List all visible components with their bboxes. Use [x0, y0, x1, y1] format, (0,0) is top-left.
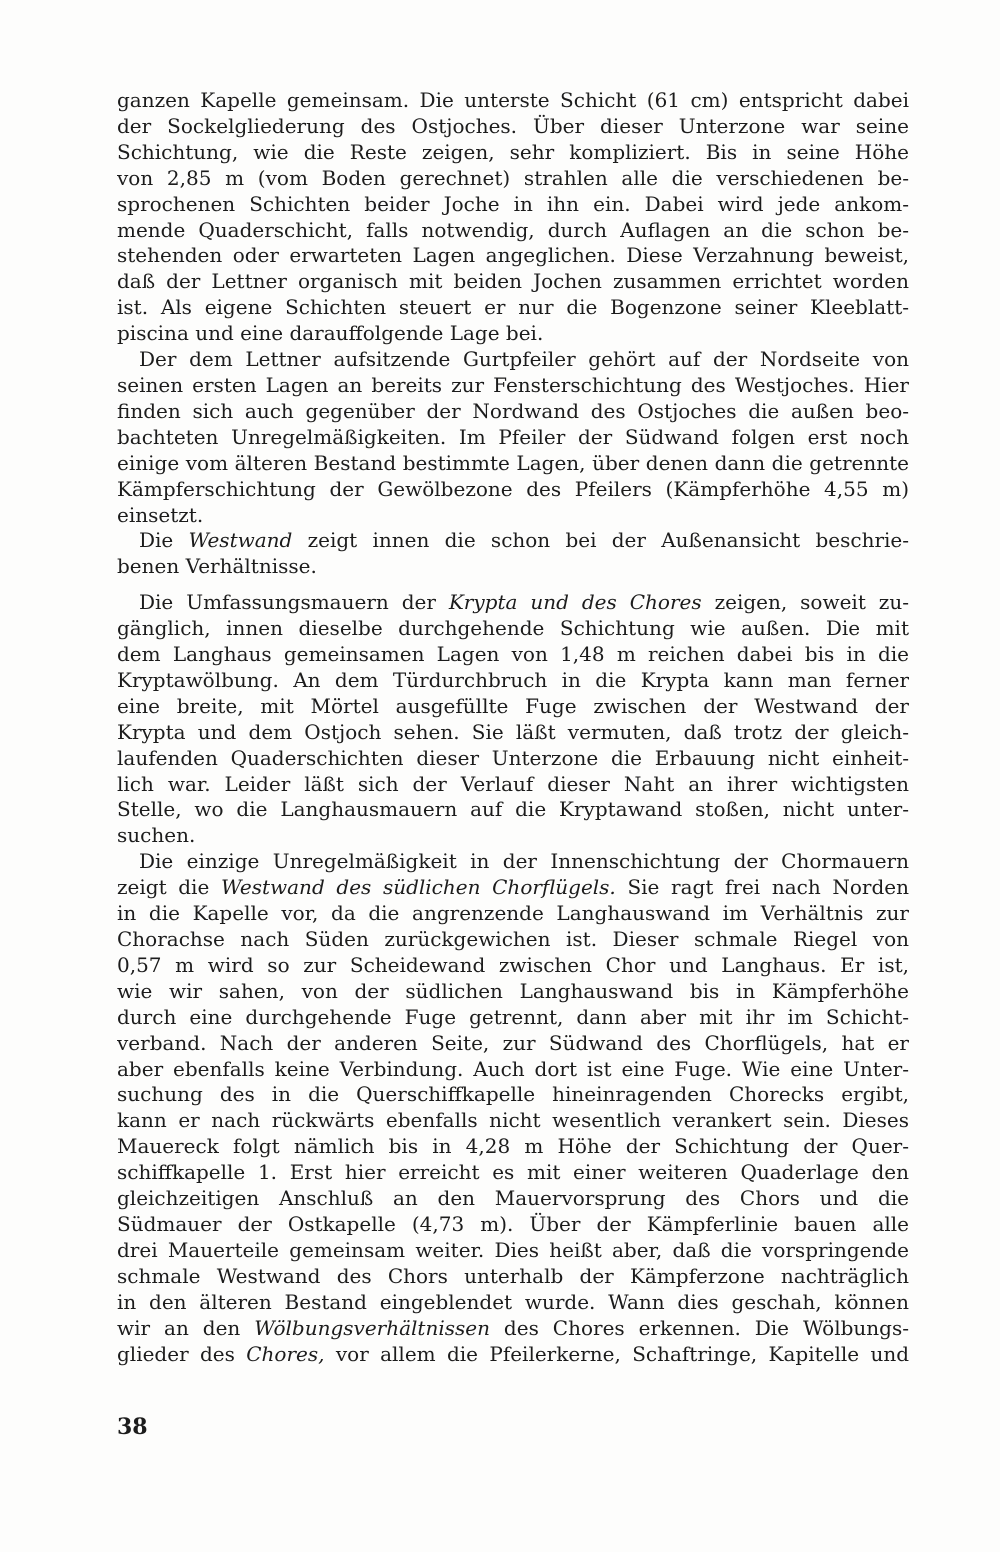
- text-line: [117, 269, 909, 295]
- text-run: Mauereck folgt nämlich bis in 4,28 m Höhe der Schichtung der Quer-: [117, 1134, 909, 1159]
- text-line: [117, 927, 909, 953]
- text-run: vor allem die Pfeilerkerne, Schaftringe, Kapitelle und: [324, 1341, 909, 1366]
- text-line: [117, 849, 909, 875]
- text-run: Stelle, wo die Langhausmauern auf die Kryptawand stoßen, nicht unter-: [117, 797, 909, 822]
- text-line: [117, 953, 909, 979]
- body-text: [117, 88, 909, 1367]
- text-run: piscina und eine darauffolgende Lage bei.: [117, 321, 544, 346]
- text-run: Südmauer der Ostkapelle (4,73 m). Über der Kämpferlinie bauen alle: [117, 1211, 909, 1236]
- text-run: Chorachse nach Süden zurückgewichen ist. Dieser schmale Riegel von: [117, 927, 909, 951]
- text-line: [117, 590, 909, 616]
- text-line: [117, 720, 909, 746]
- text-run: schiffkapelle 1. Erst hier erreicht es mit einer weiteren Quaderlage den: [117, 1160, 909, 1185]
- text-run: drei Mauerteile gemeinsam weiter. Dies heißt aber, daß die vorspringende: [117, 1237, 909, 1262]
- text-run: 0,57 m wird so zur Scheidewand zwischen Chor und Langhaus. Er ist,: [117, 952, 909, 977]
- text-line: [117, 901, 909, 927]
- text-run: Schichtung, wie die Reste zeigen, sehr kompliziert. Bis in seine Höhe: [117, 139, 909, 164]
- text-run: schmale Westwand des Chors unterhalb der Kämpferzone nachträglich: [117, 1263, 909, 1288]
- text-run: Die: [139, 528, 189, 553]
- text-run: finden sich auch gegenüber der Nordwand des Ostjoches die außen beo-: [117, 398, 909, 423]
- text-line: [117, 797, 909, 823]
- text-run: bachteten Unregelmäßigkeiten. Im Pfeiler der Südwand folgen erst noch: [117, 424, 909, 449]
- text-run: verband. Nach der anderen Seite, zur Südwand des Chorflügels, hat er: [117, 1030, 909, 1055]
- text-run: lich war. Leider läßt sich der Verlauf dieser Naht an ihrer wichtigsten: [117, 771, 909, 796]
- text-run: eine breite, mit Mörtel ausgefüllte Fuge zwischen der Westwand der: [117, 693, 909, 718]
- text-run: Sie ragt frei nach Norden: [615, 875, 909, 900]
- text-line: [117, 399, 909, 425]
- text-line: [117, 503, 909, 529]
- text-run: daß der Lettner organisch mit beiden Jochen zusammen errichtet worden: [117, 269, 909, 294]
- text-line: [117, 1186, 909, 1212]
- text-line: [117, 218, 909, 244]
- text-run: stehenden oder erwarteten Lagen angeglichen. Diese Verzahnung beweist,: [117, 243, 909, 268]
- text-run: Die Umfassungsmauern der: [139, 590, 449, 615]
- text-run: ganzen Kapelle gemeinsam. Die unterste Schicht (61 cm) entspricht dabei: [117, 88, 909, 112]
- italic-text: Chores,: [246, 1341, 325, 1366]
- text-run: Kryptawölbung. An dem Türdurchbruch in die Krypta kann man ferner: [117, 667, 909, 692]
- text-line: [117, 1342, 909, 1368]
- text-run: Der dem Lettner aufsitzende Gurtpfeiler gehört auf der Nordseite von: [139, 347, 909, 372]
- text-line: [117, 1290, 909, 1316]
- text-line: [117, 140, 909, 166]
- text-line: [117, 772, 909, 798]
- text-run: gänglich, innen dieselbe durchgehende Schichtung wie außen. Die mit: [117, 616, 909, 641]
- text-run: von 2,85 m (vom Boden gerechnet) strahlen alle die verschiedenen be-: [117, 165, 909, 190]
- text-run: einige vom älteren Bestand bestimmte Lagen, über denen dann die getrennte: [117, 450, 909, 475]
- text-line: [117, 321, 909, 347]
- italic-text: Westwand: [188, 528, 293, 553]
- text-run: Krypta und dem Ostjoch sehen. Sie läßt vermuten, daß trotz der gleich-: [117, 719, 909, 744]
- text-line: [117, 642, 909, 668]
- text-line: [117, 1031, 909, 1057]
- text-line: [117, 1108, 909, 1134]
- page-number: 38: [117, 1414, 148, 1440]
- text-run: glieder des: [117, 1341, 247, 1366]
- text-line: [117, 477, 909, 503]
- text-run: gleichzeitigen Anschluß an den Mauervorsprung des Chors und die: [117, 1186, 909, 1211]
- text-line: [117, 694, 909, 720]
- text-run: zeigt innen die schon bei der Außenansicht beschrie-: [292, 528, 909, 553]
- text-line: [117, 746, 909, 772]
- text-line: [117, 166, 909, 192]
- text-line: [117, 823, 909, 849]
- text-line: [117, 88, 909, 114]
- text-run: benen Verhältnisse.: [117, 554, 317, 579]
- text-run: kann er nach rückwärts ebenfalls nicht wesentlich verankert sein. Dieses: [117, 1108, 909, 1133]
- text-run: durch eine durchgehende Fuge getrennt, dann aber mit ihr im Schicht-: [117, 1004, 909, 1029]
- text-line: [117, 528, 909, 554]
- italic-text: Krypta und des Chores: [448, 590, 702, 615]
- text-run: in den älteren Bestand eingeblendet wurde. Wann dies geschah, können: [117, 1289, 909, 1314]
- text-run: mende Quaderschicht, falls notwendig, durch Auflagen an die schon be-: [117, 217, 909, 242]
- text-line: [117, 1082, 909, 1108]
- text-run: Die einzige Unregelmäßigkeit in der Innenschichtung der Chormauern: [139, 849, 909, 874]
- text-run: suchung des in die Querschiffkapelle hineinragenden Chorecks ergibt,: [117, 1082, 909, 1107]
- text-run: sprochenen Schichten beider Joche in ihn ein. Dabei wird jede ankom-: [117, 191, 909, 216]
- text-run: in die Kapelle vor, da die angrenzende Langhauswand im Verhältnis zur: [117, 901, 909, 926]
- text-line: [117, 616, 909, 642]
- text-run: der Sockelgliederung des Ostjoches. Über dieser Unterzone war seine: [117, 113, 909, 138]
- text-run: des Chores erkennen. Die Wölbungs-: [489, 1315, 909, 1340]
- text-line: [117, 451, 909, 477]
- text-line: [117, 114, 909, 140]
- text-line: [117, 1316, 909, 1342]
- text-line: [117, 1134, 909, 1160]
- italic-text: Wölbungsverhältnissen: [254, 1315, 490, 1340]
- text-line: [117, 295, 909, 321]
- text-line: [117, 243, 909, 269]
- text-run: ist. Als eigene Schichten steuert er nur die Bogenzone seiner Kleeblatt-: [117, 295, 909, 320]
- text-line: [117, 554, 909, 580]
- text-line: [117, 425, 909, 451]
- text-line: [117, 347, 909, 373]
- text-line: [117, 668, 909, 694]
- text-line: [117, 1238, 909, 1264]
- text-run: seinen ersten Lagen an bereits zur Fensterschichtung des Westjoches. Hier: [117, 372, 909, 397]
- text-line: [117, 979, 909, 1005]
- text-run: Kämpferschichtung der Gewölbezone des Pfeilers (Kämpferhöhe 4,55 m): [117, 476, 909, 501]
- text-run: zeigen, soweit zu-: [701, 590, 909, 615]
- text-run: zeigt die: [117, 875, 221, 900]
- text-run: laufenden Quaderschichten dieser Unterzone die Erbauung nicht einheit-: [117, 745, 909, 770]
- text-line: [117, 373, 909, 399]
- italic-text: Westwand des südlichen Chorflügels.: [220, 875, 616, 900]
- text-run: suchen.: [117, 823, 196, 848]
- text-line: [117, 875, 909, 901]
- text-line: [117, 1212, 909, 1238]
- text-run: einsetzt.: [117, 502, 204, 527]
- text-run: aber ebenfalls keine Verbindung. Auch dort ist eine Fuge. Wie eine Unter-: [117, 1056, 909, 1081]
- text-line: [117, 1160, 909, 1186]
- text-run: dem Langhaus gemeinsamen Lagen von 1,48 m reichen dabei bis in die: [117, 642, 909, 667]
- text-line: [117, 1264, 909, 1290]
- text-line: [117, 192, 909, 218]
- text-run: wir an den: [117, 1315, 255, 1340]
- text-line: [117, 1057, 909, 1083]
- text-run: wie wir sahen, von der südlichen Langhauswand bis in Kämpferhöhe: [117, 978, 909, 1003]
- text-line: [117, 1005, 909, 1031]
